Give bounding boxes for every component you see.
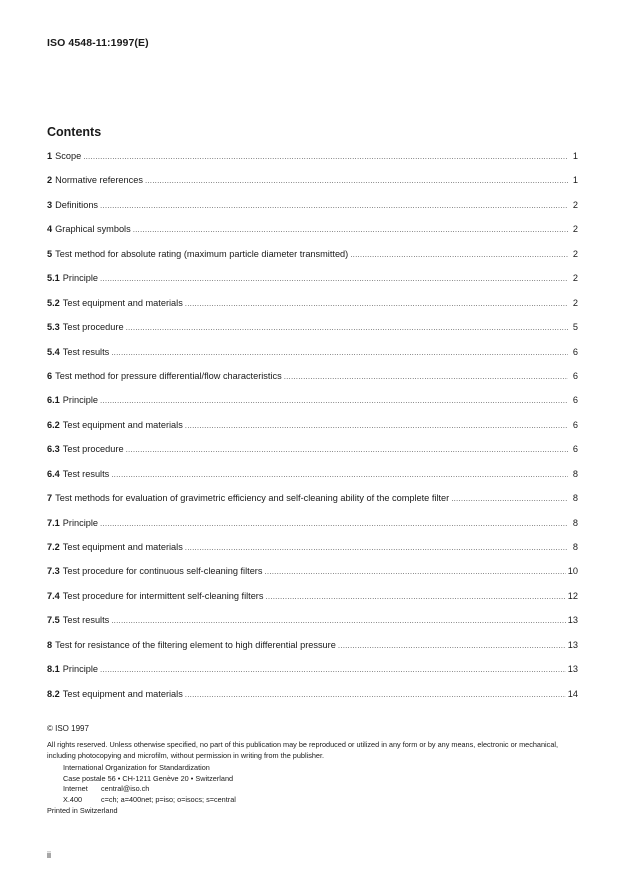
toc-entry[interactable] <box>47 640 578 664</box>
toc-entry-page: 8 <box>572 468 578 479</box>
toc-entry[interactable] <box>47 493 578 517</box>
toc-dot-leader <box>126 444 568 454</box>
toc-entry[interactable] <box>47 444 578 468</box>
toc-dot-leader <box>83 151 568 161</box>
toc-entry-title: Principle <box>62 395 99 406</box>
toc-entry-title: Graphical symbols <box>55 224 131 235</box>
toc-entry[interactable] <box>47 298 578 322</box>
toc-entry-page: 6 <box>572 346 578 357</box>
toc-entry-title: Principle <box>62 273 99 284</box>
toc-entry-page: 12 <box>567 590 578 601</box>
toc-entry-number: 2 <box>47 175 53 186</box>
toc-dot-leader <box>145 175 568 185</box>
toc-entry-number: 5 <box>47 248 53 259</box>
toc-entry-title: Test results <box>62 615 110 626</box>
toc-entry-title: Scope <box>55 151 82 161</box>
toc-entry[interactable] <box>47 591 578 615</box>
toc-entry-number: 8.1 <box>47 664 60 675</box>
toc-entry-number: 5.1 <box>47 273 60 284</box>
internet-value: central@iso.ch <box>101 784 150 794</box>
toc-dot-leader <box>133 224 568 234</box>
contents-heading: Contents <box>47 125 102 139</box>
toc-entry[interactable] <box>47 249 578 273</box>
toc-entry-page: 2 <box>572 199 578 210</box>
toc-entry-number: 6.4 <box>47 468 60 479</box>
toc-entry-title: Test equipment and materials <box>62 542 183 552</box>
toc-entry-title: Test procedure <box>62 322 124 333</box>
toc-entry-page: 2 <box>572 273 578 284</box>
toc-dot-leader <box>265 591 565 601</box>
toc-entry-title: Test equipment and materials <box>62 297 183 308</box>
toc-entry-number: 3 <box>47 199 53 210</box>
copyright-notice: © ISO 1997 <box>47 724 89 733</box>
toc-entry-title: Normative references <box>55 175 143 186</box>
toc-entry-page: 13 <box>567 664 578 675</box>
toc-entry[interactable] <box>47 664 578 688</box>
toc-entry-number: 8.2 <box>47 688 60 699</box>
toc-dot-leader <box>126 322 568 332</box>
toc-entry-title: Test methods for evaluation of gravimetric efficiency and self-cleaning ability of the complete filter <box>55 493 450 504</box>
toc-entry-number: 7 <box>47 493 53 504</box>
toc-dot-leader <box>185 689 566 699</box>
document-header: ISO 4548-11:1997(E) <box>47 37 149 49</box>
toc-entry-number: 7.5 <box>47 615 60 626</box>
toc-entry-number: 7.3 <box>47 566 60 577</box>
toc-entry-page: 14 <box>567 688 578 699</box>
toc-entry[interactable] <box>47 615 578 639</box>
toc-entry-page: 2 <box>572 248 578 259</box>
toc-entry-title: Principle <box>62 517 99 528</box>
toc-entry-title: Test method for absolute rating (maximum particle diameter transmitted) <box>55 248 349 259</box>
toc-entry-page: 6 <box>572 444 578 455</box>
toc-entry-page: 8 <box>572 493 578 504</box>
toc-dot-leader <box>185 542 568 552</box>
toc-entry[interactable] <box>47 175 578 199</box>
toc-entry-number: 8 <box>47 639 53 650</box>
toc-entry-number: 6.2 <box>47 419 60 430</box>
toc-entry-page: 5 <box>572 322 578 333</box>
toc-entry[interactable] <box>47 542 578 566</box>
toc-entry-title: Test procedure for intermittent self-cleaning filters <box>62 590 264 601</box>
toc-entry-title: Principle <box>62 664 99 675</box>
toc-entry[interactable] <box>47 469 578 493</box>
toc-dot-leader <box>185 298 568 308</box>
toc-dot-leader <box>338 640 566 650</box>
toc-entry-page: 6 <box>572 395 578 406</box>
toc-entry-number: 6.3 <box>47 444 60 455</box>
toc-entry[interactable] <box>47 518 578 542</box>
toc-entry-number: 5.3 <box>47 322 60 333</box>
page-number: ii <box>47 850 51 860</box>
toc-dot-leader <box>100 664 566 674</box>
toc-dot-leader <box>100 200 568 210</box>
toc-entry-number: 4 <box>47 224 53 235</box>
address-postal: Case postale 56 • CH-1211 Genève 20 • Switzerland <box>63 773 234 783</box>
toc-entry-page: 13 <box>567 639 578 650</box>
toc-entry[interactable] <box>47 322 578 346</box>
address-x400-row <box>63 795 236 806</box>
toc-entry-number: 1 <box>47 151 53 161</box>
toc-dot-leader <box>100 518 568 528</box>
toc-entry-title: Test method for pressure differential/flow characteristics <box>55 370 282 381</box>
toc-entry-number: 5.2 <box>47 297 60 308</box>
toc-entry[interactable] <box>47 395 578 419</box>
publisher-address <box>63 763 236 805</box>
toc-entry-title: Definitions <box>55 199 99 210</box>
toc-dot-leader <box>451 493 568 503</box>
toc-entry-page: 1 <box>572 175 578 186</box>
toc-entry-title: Test results <box>62 346 110 357</box>
internet-label: Internet <box>63 784 88 794</box>
toc-entry-title: Test results <box>62 468 110 479</box>
toc-entry[interactable] <box>47 273 578 297</box>
toc-entry[interactable] <box>47 566 578 590</box>
x400-value: c=ch; a=400net; p=iso; o=isocs; s=central <box>101 794 236 804</box>
toc-entry[interactable] <box>47 347 578 371</box>
toc-entry-title: Test procedure for continuous self-cleaning filters <box>62 566 263 577</box>
toc-entry-page: 2 <box>572 297 578 308</box>
toc-entry[interactable] <box>47 371 578 395</box>
toc-entry[interactable] <box>47 151 578 175</box>
toc-dot-leader <box>100 273 568 283</box>
toc-entry-number: 7.2 <box>47 542 60 552</box>
toc-entry-page: 2 <box>572 224 578 235</box>
toc-entry-title: Test equipment and materials <box>62 419 183 430</box>
toc-entry-number: 7.1 <box>47 517 60 528</box>
printed-in: Printed in Switzerland <box>47 806 118 815</box>
toc-entry-page: 13 <box>567 615 578 626</box>
table-of-contents <box>47 151 578 713</box>
toc-entry-title: Test equipment and materials <box>62 688 183 699</box>
toc-dot-leader <box>185 420 568 430</box>
toc-entry-page: 6 <box>572 370 578 381</box>
toc-dot-leader <box>111 615 566 625</box>
toc-dot-leader <box>284 371 568 381</box>
toc-dot-leader <box>264 566 565 576</box>
toc-entry-title: Test for resistance of the filtering element to high differential pressure <box>55 639 336 650</box>
toc-entry-page: 10 <box>567 566 578 577</box>
x400-label: X.400 <box>63 794 83 804</box>
toc-entry-page: 6 <box>572 419 578 430</box>
toc-entry-number: 6.1 <box>47 395 60 406</box>
address-org: International Organization for Standardization <box>63 763 210 772</box>
toc-dot-leader <box>111 347 568 357</box>
toc-entry-number: 7.4 <box>47 590 60 601</box>
toc-entry-page: 8 <box>572 517 578 528</box>
toc-dot-leader <box>350 249 568 259</box>
toc-entry-number: 6 <box>47 370 53 381</box>
rights-statement: All rights reserved. Unless otherwise specified, no part of this publication may be reproduced or utilized in any form or by any means, electronic or mechanical, including photocopying and microfilm, without permission in writing from the publisher. <box>47 740 559 760</box>
toc-entry[interactable] <box>47 420 578 444</box>
address-internet-row <box>63 784 236 795</box>
toc-entry[interactable] <box>47 224 578 248</box>
toc-dot-leader <box>111 469 568 479</box>
toc-entry-title: Test procedure <box>62 444 124 455</box>
toc-entry-page: 8 <box>572 542 578 552</box>
toc-dot-leader <box>100 395 568 405</box>
toc-entry[interactable] <box>47 200 578 224</box>
toc-entry-page: 1 <box>572 151 578 161</box>
toc-entry[interactable] <box>47 689 578 713</box>
toc-entry-number: 5.4 <box>47 346 60 357</box>
